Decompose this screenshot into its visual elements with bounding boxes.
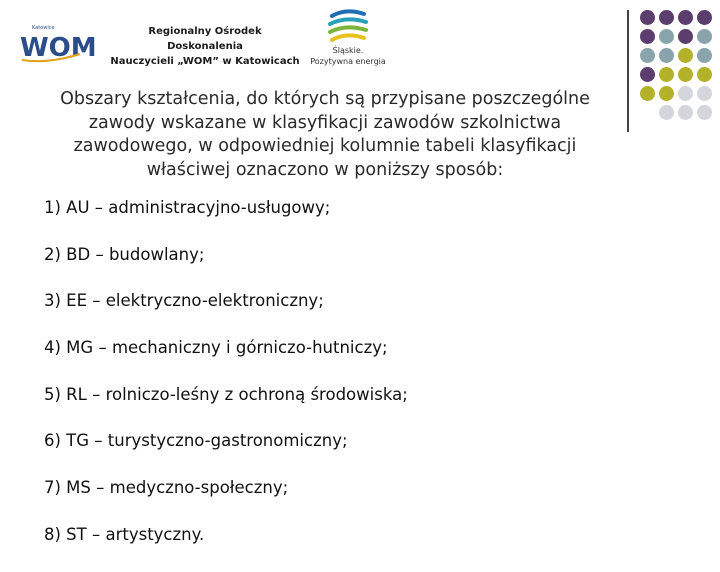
decorative-dot <box>678 86 693 101</box>
decorative-dot <box>678 67 693 82</box>
decorative-dot-grid <box>640 10 720 122</box>
decorative-dot <box>678 48 693 63</box>
wom-logo <box>18 20 97 64</box>
slaskie-logo-text <box>306 45 390 67</box>
decorative-dot <box>697 29 712 44</box>
decorative-dot <box>678 105 693 120</box>
education-areas-list <box>44 198 408 572</box>
decorative-dot <box>640 86 655 101</box>
slaskie-logo-line2: Pozytywna energia <box>310 57 386 66</box>
decorative-dot <box>697 105 712 120</box>
organization-name-line1: Regionalny Ośrodek Doskonalenia <box>148 26 262 52</box>
list-item: 4) MG – mechaniczny i górniczo-hutniczy; <box>44 338 388 358</box>
list-item: 7) MS – medyczno-społeczny; <box>44 478 289 498</box>
list-item: 2) BD – budowlany; <box>44 244 205 264</box>
list-item: 1) AU – administracyjno-usługowy; <box>44 198 331 217</box>
decorative-dot <box>659 29 674 44</box>
wom-logo-main-text: WOM <box>20 33 97 63</box>
decorative-dot <box>697 48 712 63</box>
decorative-dot <box>697 67 712 82</box>
list-item: 3) EE – elektryczno-elektroniczny; <box>44 291 324 311</box>
decorative-dot <box>659 86 674 101</box>
decorative-dot <box>659 105 674 120</box>
decorative-dot <box>640 10 655 25</box>
decorative-dot <box>697 10 712 25</box>
decorative-dot <box>659 48 674 63</box>
decorative-dot <box>640 29 655 44</box>
list-item: 6) TG – turystyczno-gastronomiczny; <box>44 431 348 451</box>
decorative-dot <box>678 10 693 25</box>
organization-name-line2: Nauczycieli „WOM” w Katowicach <box>110 56 300 67</box>
list-item: 5) RL – rolniczo-leśny z ochroną środowiska; <box>44 384 408 404</box>
decorative-dot <box>659 67 674 82</box>
wom-logo-small-text: Katowice <box>32 25 55 31</box>
header-divider <box>627 10 629 132</box>
list-item: 8) ST – artystyczny. <box>44 524 205 544</box>
decorative-dot <box>659 10 674 25</box>
organization-name <box>110 24 300 69</box>
decorative-dot <box>678 29 693 44</box>
slaskie-logo-line1: Śląskie. <box>332 46 364 55</box>
decorative-dot <box>640 48 655 63</box>
slide-title: Obszary kształcenia, do których są przypisane poszczególne zawody wskazane w klasyfikacji zawodów szkolnictwa zawodowego, w odpowiedniej kolumnie tabeli klasyfikacji właściwej oznaczono w poniższy sposób: <box>60 89 590 180</box>
decorative-dot <box>640 67 655 82</box>
decorative-dot <box>697 86 712 101</box>
